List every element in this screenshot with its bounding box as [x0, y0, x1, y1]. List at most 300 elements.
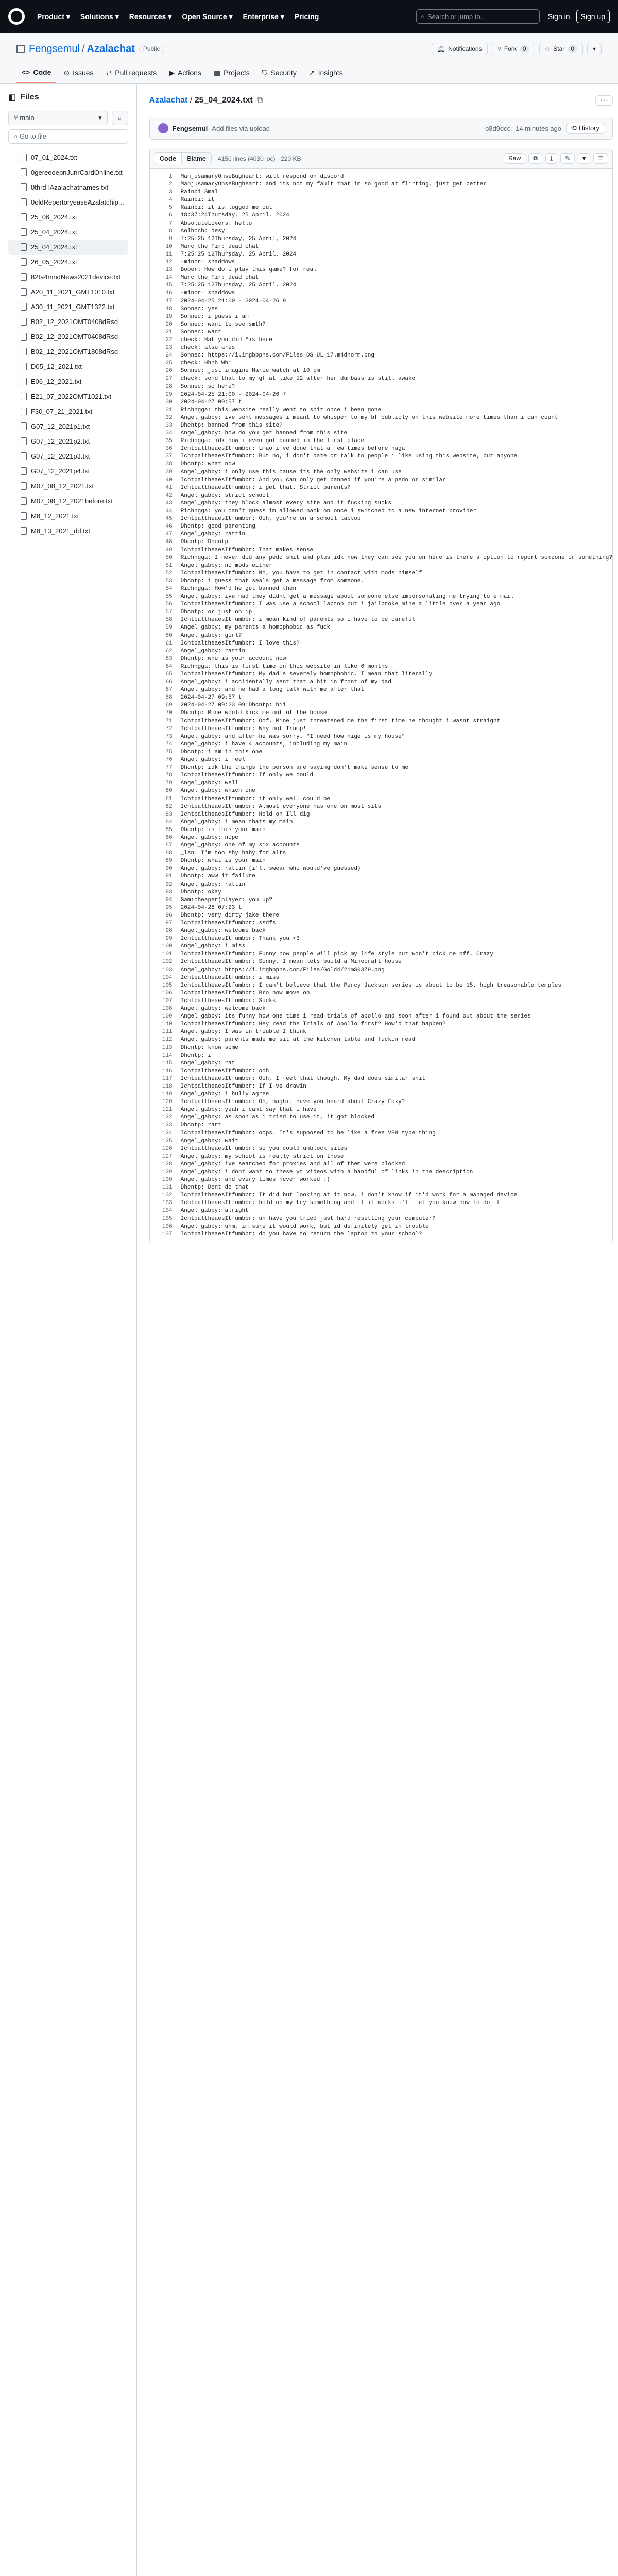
sign-up-button[interactable]: Sign up — [576, 10, 610, 23]
line-number[interactable]: 94 — [165, 896, 173, 903]
line-number[interactable]: 71 — [165, 718, 173, 724]
line-number[interactable]: 64 — [165, 663, 173, 670]
line-number[interactable]: 55 — [165, 594, 173, 600]
line-number[interactable]: 18 — [165, 306, 173, 312]
line-number[interactable]: 30 — [165, 399, 173, 405]
line-number[interactable]: 51 — [165, 562, 173, 569]
line-number[interactable]: 93 — [165, 889, 173, 895]
code-line — [150, 671, 612, 679]
file-icon — [21, 437, 27, 445]
sidebar-file-item[interactable] — [8, 509, 128, 523]
line-number[interactable]: 121 — [162, 1107, 173, 1113]
commit-time: 14 minutes ago — [516, 124, 562, 132]
sidebar-file-item[interactable] — [8, 225, 128, 240]
line-number[interactable]: 122 — [162, 1114, 173, 1121]
line-text: Sonnec: https://i.imgbppns.com/Files_DS_UL_17.m4dnorm.png — [180, 352, 374, 359]
line-number[interactable]: 28 — [165, 383, 173, 390]
line-number[interactable]: 112 — [162, 1037, 173, 1043]
line-number[interactable]: 60 — [165, 632, 173, 639]
code-tab[interactable]: Code — [154, 153, 182, 164]
line-number[interactable]: 131 — [162, 1184, 173, 1191]
line-number[interactable]: 82 — [165, 803, 173, 810]
code-line — [150, 1044, 612, 1052]
line-number[interactable]: 19 — [165, 313, 173, 320]
sidebar-file-item[interactable] — [8, 299, 128, 314]
line-number[interactable]: 134 — [162, 1208, 173, 1214]
code-line — [150, 997, 612, 1005]
sidebar-file-item[interactable] — [8, 389, 128, 404]
line-text: IchtpaltheaesItfumbbr: And you can only get banned if you're a pedo or similar — [180, 477, 446, 483]
copy-path-icon[interactable]: ⧉ — [256, 96, 263, 105]
branch-selector[interactable] — [8, 111, 108, 125]
line-number[interactable]: 98 — [165, 928, 173, 935]
line-text: IchtpaltheaesItfumbbr: Sucks — [180, 997, 276, 1004]
sidebar-file-item[interactable] — [8, 165, 128, 180]
line-number[interactable]: 100 — [162, 943, 173, 950]
line-text: IchtpaltheaesItfumbbr: oops. It's supposed to be like a free VPN type thing — [180, 1130, 436, 1137]
chevron-down-icon: ▾ — [229, 12, 233, 21]
line-text: Richngga: this is first time on this website in like 6 months — [180, 663, 388, 670]
line-number[interactable]: 43 — [165, 500, 173, 506]
code-line — [150, 578, 612, 585]
code-line — [150, 709, 612, 717]
code-line — [150, 243, 612, 251]
line-number[interactable]: 95 — [165, 904, 173, 911]
line-number[interactable]: 123 — [162, 1122, 173, 1129]
line-number[interactable]: 83 — [165, 811, 173, 818]
line-number[interactable]: 8 — [169, 228, 173, 234]
line-number[interactable]: 110 — [162, 1021, 173, 1028]
line-number[interactable]: 103 — [162, 967, 173, 973]
line-text: Angel_gabby: which one — [180, 788, 255, 794]
line-number[interactable]: 136 — [162, 1223, 173, 1230]
sidebar-file-item[interactable] — [8, 195, 128, 210]
line-number[interactable]: 102 — [162, 959, 173, 965]
line-number[interactable]: 21 — [165, 329, 173, 335]
line-text: Marc_the_Fir: dead chat — [180, 243, 259, 250]
nav-solutions[interactable] — [80, 12, 119, 21]
notifications-button[interactable] — [432, 43, 488, 55]
line-number[interactable]: 88 — [165, 850, 173, 857]
line-number[interactable]: 65 — [165, 671, 173, 677]
line-number[interactable]: 50 — [165, 554, 173, 561]
line-number[interactable]: 91 — [165, 873, 173, 880]
line-number[interactable]: 38 — [165, 461, 173, 468]
sidebar-file-item[interactable] — [8, 404, 128, 419]
line-number[interactable]: 76 — [165, 757, 173, 764]
line-text: ManjusamaryOnseBugheart: will respond on discord — [180, 174, 344, 180]
line-number[interactable]: 39 — [165, 469, 173, 476]
line-number[interactable]: 2 — [169, 181, 173, 188]
line-number[interactable]: 137 — [162, 1231, 173, 1238]
line-number[interactable]: 46 — [165, 523, 173, 530]
line-text: IchtpaltheaesItfumbbr: That makes sense — [180, 547, 314, 553]
line-number[interactable]: 1 — [169, 174, 173, 180]
line-number[interactable]: 107 — [162, 997, 173, 1004]
line-number[interactable]: 116 — [162, 1067, 173, 1074]
file-name: D05_12_2021.txt — [31, 363, 82, 370]
repo-header — [0, 33, 618, 84]
code-line — [150, 725, 612, 733]
line-number[interactable]: 67 — [165, 687, 173, 693]
tab-actions[interactable] — [164, 63, 207, 83]
code-line — [150, 235, 612, 243]
file-name: B02_12_2021OMT0408dRsd — [31, 318, 118, 326]
copy-icon[interactable]: ⧉ — [528, 153, 542, 164]
repo-icon — [16, 45, 25, 53]
top-navbar — [0, 0, 618, 33]
line-text: Dhcntp: aww it failure — [180, 873, 255, 880]
code-line — [150, 562, 612, 570]
nav-enterprise[interactable] — [243, 12, 284, 21]
sidebar-file-item[interactable] — [8, 150, 128, 165]
more-options-icon[interactable]: ··· — [595, 95, 613, 106]
code-line — [150, 1005, 612, 1013]
line-text: IchtpaltheaesItfumbbr: i miss — [180, 974, 280, 981]
commit-hash[interactable]: b8d9dcc — [485, 124, 511, 132]
line-number[interactable]: 52 — [165, 570, 173, 577]
line-number[interactable]: 34 — [165, 430, 173, 437]
nav-pricing[interactable] — [295, 12, 319, 21]
line-number[interactable]: 84 — [165, 819, 173, 825]
line-text: IchtpaltheaesItfumbbr: I love this? — [180, 640, 300, 647]
line-text: Dhcntp: Dont do that — [180, 1184, 249, 1191]
code-line — [150, 336, 612, 344]
line-number[interactable]: 90 — [165, 866, 173, 872]
sidebar-file-item[interactable] — [8, 479, 128, 494]
line-number[interactable]: 41 — [165, 484, 173, 491]
line-number[interactable]: 86 — [165, 834, 173, 841]
code-line — [150, 601, 612, 608]
code-line — [150, 920, 612, 927]
line-number[interactable]: 87 — [165, 842, 173, 849]
line-number[interactable]: 53 — [165, 578, 173, 584]
line-number[interactable]: 23 — [165, 345, 173, 351]
sidebar-file-item[interactable] — [8, 180, 128, 195]
code-line — [150, 492, 612, 500]
line-number[interactable]: 12 — [165, 259, 173, 266]
fork-label: Fork — [504, 45, 517, 53]
line-number[interactable]: 29 — [165, 391, 173, 398]
line-number[interactable]: 15 — [165, 282, 173, 289]
tab-issues[interactable] — [58, 63, 98, 83]
line-number[interactable]: 111 — [162, 1029, 173, 1036]
line-number[interactable]: 25 — [165, 360, 173, 367]
line-number[interactable]: 5 — [169, 205, 173, 211]
code-line — [150, 819, 612, 826]
sign-in-link[interactable]: Sign in — [547, 12, 570, 21]
repo-owner-link[interactable]: Fengsemul — [29, 43, 80, 55]
code-line — [150, 554, 612, 562]
sidebar-file-item[interactable] — [8, 314, 128, 329]
code-line — [150, 1199, 612, 1207]
code-line — [150, 414, 612, 422]
line-number[interactable]: 37 — [165, 453, 173, 460]
line-text: IchtpaltheaesItfumbbr: Oh, haghi. Have you heard about Crazy Foxy? — [180, 1099, 405, 1106]
line-number[interactable]: 56 — [165, 601, 173, 608]
line-number[interactable]: 17 — [165, 298, 173, 304]
line-number[interactable]: 89 — [165, 858, 173, 865]
code-line — [150, 935, 612, 943]
line-number[interactable]: 45 — [165, 516, 173, 522]
repo-name-link[interactable]: Azalachat — [87, 43, 135, 55]
line-number[interactable]: 13 — [165, 267, 173, 274]
line-number[interactable]: 113 — [162, 1044, 173, 1051]
line-number[interactable]: 4 — [169, 197, 173, 204]
sidebar-file-item[interactable] — [8, 359, 128, 374]
commit-message[interactable]: Add files via upload — [212, 124, 270, 132]
line-number[interactable]: 106 — [162, 990, 173, 996]
line-number[interactable]: 99 — [165, 936, 173, 942]
line-number[interactable]: 72 — [165, 725, 173, 732]
file-icon — [21, 183, 27, 191]
breadcrumb-repo-link[interactable]: Azalachat — [149, 96, 188, 105]
line-number[interactable]: 10 — [165, 243, 173, 250]
line-number[interactable]: 78 — [165, 772, 173, 779]
github-logo-icon[interactable] — [8, 8, 25, 25]
line-text: Angel_gabby: one of my six accounts — [180, 842, 300, 849]
line-number[interactable]: 81 — [165, 795, 173, 802]
line-number[interactable]: 97 — [165, 920, 173, 926]
chevron-down-icon[interactable]: ▾ — [578, 153, 590, 164]
line-number[interactable]: 127 — [162, 1153, 173, 1160]
file-icon — [21, 318, 27, 326]
line-number[interactable]: 62 — [165, 648, 173, 654]
search-input[interactable] — [416, 9, 540, 24]
line-number[interactable]: 58 — [165, 617, 173, 623]
line-number[interactable]: 32 — [165, 414, 173, 421]
line-number[interactable]: 128 — [162, 1161, 173, 1167]
symbols-icon[interactable]: ☰ — [593, 153, 608, 164]
line-number[interactable]: 92 — [165, 881, 173, 888]
tab-code[interactable] — [16, 63, 56, 83]
raw-button[interactable]: Raw — [504, 153, 525, 164]
sidebar-file-item[interactable] — [8, 434, 128, 449]
line-number[interactable]: 61 — [165, 640, 173, 647]
line-text: Angel_gabby: parents made me sit at the kitchen table and fuckin read — [180, 1037, 416, 1043]
line-text: IchtpaltheaesItfumbbr: it only well could be — [180, 795, 331, 802]
line-text: Angel_gabby: girl? — [180, 632, 242, 639]
sidebar-file-item[interactable] — [8, 494, 128, 509]
tab-security[interactable] — [257, 63, 302, 83]
sidebar-file-item[interactable] — [8, 284, 128, 299]
line-text: Richngga: you can't guess im allowed back on once i switched to a new internet provider — [180, 508, 476, 515]
line-number[interactable]: 109 — [162, 1013, 173, 1020]
line-text: Marc_the_Fir: dead chat — [180, 275, 259, 281]
line-text: Angel_gabby: my parents a homophobic as fuck — [180, 624, 331, 631]
main-nav — [37, 12, 319, 21]
line-text: 18:37:24Thursday, 25 April, 2024 — [180, 212, 289, 219]
line-number[interactable]: 54 — [165, 585, 173, 592]
line-number[interactable]: 57 — [165, 609, 173, 616]
code-line — [150, 834, 612, 842]
line-text: Angel_gabby: i have 4 accounts, including my main — [180, 741, 348, 748]
line-number[interactable]: 16 — [165, 290, 173, 297]
file-icon — [21, 213, 27, 221]
line-number[interactable]: 68 — [165, 694, 173, 701]
line-number[interactable]: 44 — [165, 508, 173, 515]
code-line — [150, 640, 612, 648]
file-name: 0thrdTAzalachatnames.txt — [31, 183, 109, 191]
line-number[interactable]: 14 — [165, 275, 173, 281]
line-number[interactable]: 9 — [169, 235, 173, 242]
line-number[interactable]: 74 — [165, 741, 173, 748]
edit-icon[interactable]: ✎ — [560, 153, 575, 164]
line-text: Dhcntp: what is your main — [180, 858, 266, 865]
file-name: 07_01_2024.txt — [31, 154, 77, 161]
nav-open-source[interactable] — [182, 12, 232, 21]
line-number[interactable]: 47 — [165, 531, 173, 538]
code-line — [150, 461, 612, 468]
line-number[interactable]: 114 — [162, 1052, 173, 1059]
sidebar-file-item[interactable] — [8, 449, 128, 464]
sidebar-file-item[interactable] — [8, 269, 128, 284]
sidebar-file-item[interactable] — [8, 240, 128, 255]
sidebar-file-item[interactable] — [8, 344, 128, 359]
line-text: IchtpaltheaesItfumbbr: uh have you tried just hard resetting your computer? — [180, 1215, 436, 1222]
code-line — [150, 1161, 612, 1168]
sidebar-file-item[interactable] — [8, 419, 128, 434]
commit-author[interactable]: Fengsemul — [172, 124, 208, 132]
line-number[interactable]: 6 — [169, 212, 173, 219]
line-number[interactable]: 11 — [165, 251, 173, 258]
line-text: Dhcntp: what now — [180, 461, 235, 468]
code-line — [150, 1028, 612, 1036]
line-number[interactable]: 3 — [169, 189, 173, 196]
line-number[interactable]: 66 — [165, 679, 173, 686]
sidebar-file-item[interactable] — [8, 255, 128, 269]
line-text: check: Hhnh Wh* — [180, 360, 232, 367]
line-number[interactable]: 20 — [165, 321, 173, 328]
line-number[interactable]: 125 — [162, 1138, 173, 1144]
sidebar-collapse-icon[interactable]: ◧ — [8, 93, 16, 102]
sidebar-file-item[interactable] — [8, 329, 128, 344]
line-number[interactable]: 130 — [162, 1177, 173, 1183]
line-number[interactable]: 42 — [165, 492, 173, 499]
blame-tab[interactable]: Blame — [187, 155, 207, 162]
star-label: Star — [553, 45, 565, 53]
sidebar-file-item[interactable] — [8, 523, 128, 538]
code-line — [150, 772, 612, 779]
sidebar-file-item[interactable] — [8, 464, 128, 479]
line-text: IchtpaltheaesItfumbbr: Funny how people will pick my life style but won't pick me off. Crazy — [180, 951, 493, 958]
sidebar-file-item[interactable] — [8, 374, 128, 389]
line-number[interactable]: 63 — [165, 655, 173, 662]
line-number[interactable]: 70 — [165, 710, 173, 717]
line-text: IchtpaltheaesItfumbbr: My dad's severely homophobic. I mean that literally — [180, 671, 433, 677]
code-line — [150, 290, 612, 297]
line-number[interactable]: 33 — [165, 422, 173, 429]
fork-button[interactable] — [492, 43, 535, 55]
line-number[interactable]: 35 — [165, 438, 173, 445]
line-number[interactable]: 105 — [162, 982, 173, 989]
line-text: Dhcntp: Mine would kick me out of the house — [180, 710, 327, 717]
avatar[interactable] — [158, 123, 168, 133]
line-number[interactable]: 36 — [165, 446, 173, 452]
sidebar-file-item[interactable] — [8, 210, 128, 225]
line-number[interactable]: 96 — [165, 912, 173, 919]
line-text: 2024-04-27 09:23 09:Dhcntp: hii — [180, 702, 286, 709]
line-number[interactable]: 80 — [165, 788, 173, 794]
branch-name: main — [20, 114, 35, 122]
tab-label: Pull requests — [115, 69, 157, 77]
line-number[interactable]: 129 — [162, 1169, 173, 1175]
line-number[interactable]: 79 — [165, 780, 173, 787]
line-number[interactable]: 75 — [165, 749, 173, 755]
nav-resources[interactable] — [129, 12, 172, 21]
line-number[interactable]: 104 — [162, 974, 173, 981]
line-number[interactable]: 22 — [165, 336, 173, 343]
line-number[interactable]: 7 — [169, 220, 173, 227]
line-text: Angel_gabby: strict school — [180, 492, 269, 499]
line-number[interactable]: 59 — [165, 624, 173, 631]
line-text: Dhcntp: i am in this one — [180, 749, 263, 755]
code-toolbar — [150, 148, 612, 169]
line-number[interactable]: 115 — [162, 1060, 173, 1066]
tab-projects[interactable] — [209, 63, 255, 83]
nav-product[interactable] — [37, 12, 70, 21]
line-number[interactable]: 26 — [165, 368, 173, 375]
line-number[interactable]: 69 — [165, 702, 173, 709]
line-number[interactable]: 49 — [165, 547, 173, 553]
line-number[interactable]: 135 — [162, 1215, 173, 1222]
line-number[interactable]: 117 — [162, 1075, 173, 1082]
file-name: G07_12_2021p4.txt — [31, 467, 90, 475]
line-text: Angel_gabby: rat — [180, 1060, 235, 1066]
nav-label: Enterprise — [243, 12, 279, 21]
star-button[interactable] — [539, 43, 583, 55]
line-number[interactable]: 48 — [165, 539, 173, 546]
line-text: Angel_gabby: i only use this cause its the only website i can use — [180, 469, 402, 476]
line-text: IchtpaltheaesItfumbbr: Hey read the Trials of Apollo first? How'd that happen? — [180, 1021, 446, 1028]
line-text: Angel_gabby: no mods either — [180, 562, 272, 569]
line-number[interactable]: 119 — [162, 1091, 173, 1098]
line-number[interactable]: 118 — [162, 1083, 173, 1090]
go-to-file-input[interactable] — [8, 129, 128, 144]
code-line — [150, 865, 612, 873]
tab-pull-requests[interactable] — [101, 63, 162, 83]
line-number[interactable]: 126 — [162, 1145, 173, 1152]
line-number[interactable]: 24 — [165, 352, 173, 359]
line-number[interactable]: 132 — [162, 1192, 173, 1199]
history-button[interactable] — [566, 123, 604, 134]
tab-insights[interactable] — [304, 63, 348, 83]
line-number[interactable]: 108 — [162, 1006, 173, 1012]
search-files-button[interactable] — [112, 111, 128, 125]
nav-label: Solutions — [80, 12, 113, 21]
line-number[interactable]: 85 — [165, 826, 173, 833]
download-icon[interactable]: ⤓ — [545, 153, 557, 164]
line-number[interactable]: 120 — [162, 1099, 173, 1106]
line-number[interactable]: 27 — [165, 376, 173, 382]
line-number[interactable]: 40 — [165, 477, 173, 483]
line-number[interactable]: 124 — [162, 1130, 173, 1137]
search-placeholder: Search or jump to... — [427, 12, 486, 21]
line-number[interactable]: 101 — [162, 951, 173, 958]
file-name: A20_11_2021_GMT1010.txt — [31, 288, 115, 296]
line-number[interactable]: 73 — [165, 733, 173, 740]
branch-icon: ⑂ — [14, 114, 20, 122]
line-number[interactable]: 133 — [162, 1200, 173, 1207]
line-text: Angel_gabby: welcome back — [180, 928, 266, 935]
line-number[interactable]: 31 — [165, 406, 173, 413]
chevron-down-icon: ▾ — [66, 12, 70, 21]
line-number[interactable]: 77 — [165, 765, 173, 771]
code-line — [150, 547, 612, 554]
file-icon — [21, 497, 27, 505]
star-dropdown-button[interactable] — [587, 43, 602, 55]
line-text: IchtpaltheaesItfumbbr: i mean kind of parents so i have to be careful — [180, 617, 416, 623]
